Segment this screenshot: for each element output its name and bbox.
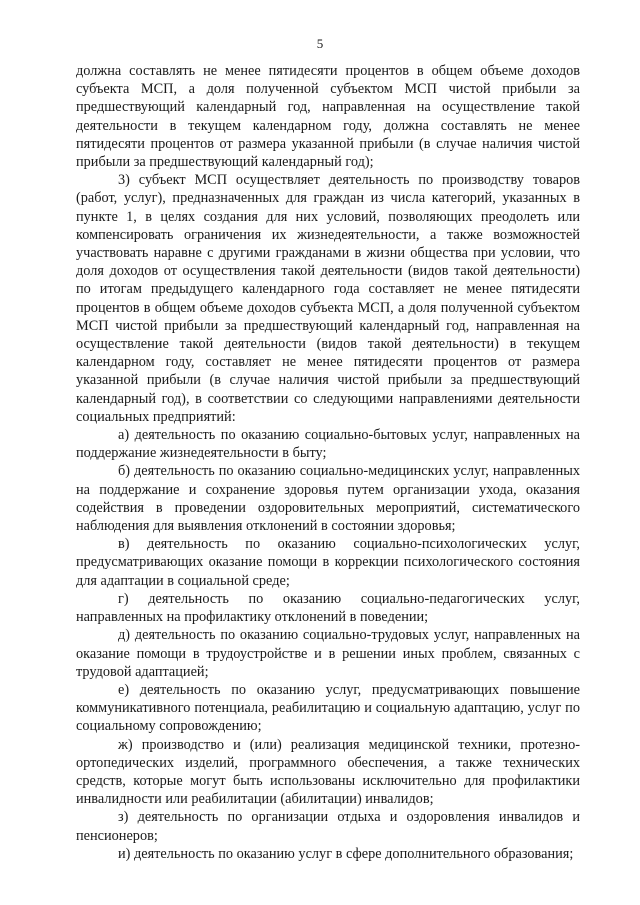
paragraph-item-3: 3) субъект МСП осуществляет деятельность по производству товаров (работ, услуг), предназначенных для граждан из числа категорий, указанных в пункте 1, в целях создания для них условий, позволяющих преодолеть или компенсировать ограничения их жизнедеятельности, а также возможностей участвовать наравне с другими гражданами в жизни общества при условии, что доля доходов от осуществления такой деятельности (видов такой деятельности) по итогам предыдущего календарного года составляет не менее пятидесяти процентов в общем объеме доходов субъекта МСП, а доля полученной субъектом МСП чистой прибыли за предшествующий календарный год, направленная на осуществление такой деятельности (видов такой деятельности) в текущем календарном году, составляет не менее пятидесяти процентов от размера указанной прибыли (в случае наличия чистой прибыли за предшествующий календарный год), в соответствии со следующими направлениями деятельности социальных предприятий: bbox=[76, 172, 580, 425]
page-number: 5 bbox=[316, 36, 324, 51]
paragraph-item-zh: ж) производство и (или) реализация медицинской техники, протезно-ортопедических изделий, программного обеспечения, а также технических средств, которые могут быть использованы исключительно для профилактики инвалидности или реабилитации (абилитации) инвалидов; bbox=[76, 736, 580, 808]
paragraph-item-i: и) деятельность по оказанию услуг в сфере дополнительного образования; bbox=[118, 845, 574, 862]
document-body bbox=[76, 62, 580, 863]
paragraph-item-e: е) деятельность по оказанию услуг, предусматривающих повышение коммуникативного потенциала, реабилитацию и социальную адаптацию, услуг по социальному сопровождению; bbox=[76, 681, 580, 735]
paragraph-item-v: в) деятельность по оказанию социально-психологических услуг, предусматривающих оказание помощи в коррекции психологического состояния для адаптации в социальной среде; bbox=[76, 536, 580, 589]
paragraph-item-d: д) деятельность по оказанию социально-трудовых услуг, направленных на оказание помощи в трудоустройстве и в решении иных проблем, связанных с трудовой адаптацией; bbox=[76, 627, 580, 680]
paragraph-item-z: з) деятельность по организации отдыха и оздоровления инвалидов и пенсионеров; bbox=[76, 809, 580, 844]
paragraph-item-b: б) деятельность по оказанию социально-медицинских услуг, направленных на поддержание и сохранение здоровья путем организации ухода, оказания содействия в проведении оздоровительных мероприятий, систематического наблюдения для выявления отклонений в состоянии здоровья; bbox=[76, 463, 580, 535]
paragraph-item-g: г) деятельность по оказанию социально-педагогических услуг, направленных на профилактику отклонений в поведении; bbox=[76, 590, 580, 626]
paragraph-continuation: должна составлять не менее пятидесяти процентов в общем объеме доходов субъекта МСП, а доля полученной субъектом МСП чистой прибыли за предшествующий календарный год, направленная на осуществление такой деятельности в текущем календарном году, должна составлять не менее пятидесяти процентов от размера указанной прибыли (в случае наличия чистой прибыли за предшествующий календарный год); bbox=[76, 63, 580, 171]
paragraph-item-a: а) деятельность по оказанию социально-бытовых услуг, направленных на поддержание жизнедеятельности в быту; bbox=[76, 427, 580, 462]
